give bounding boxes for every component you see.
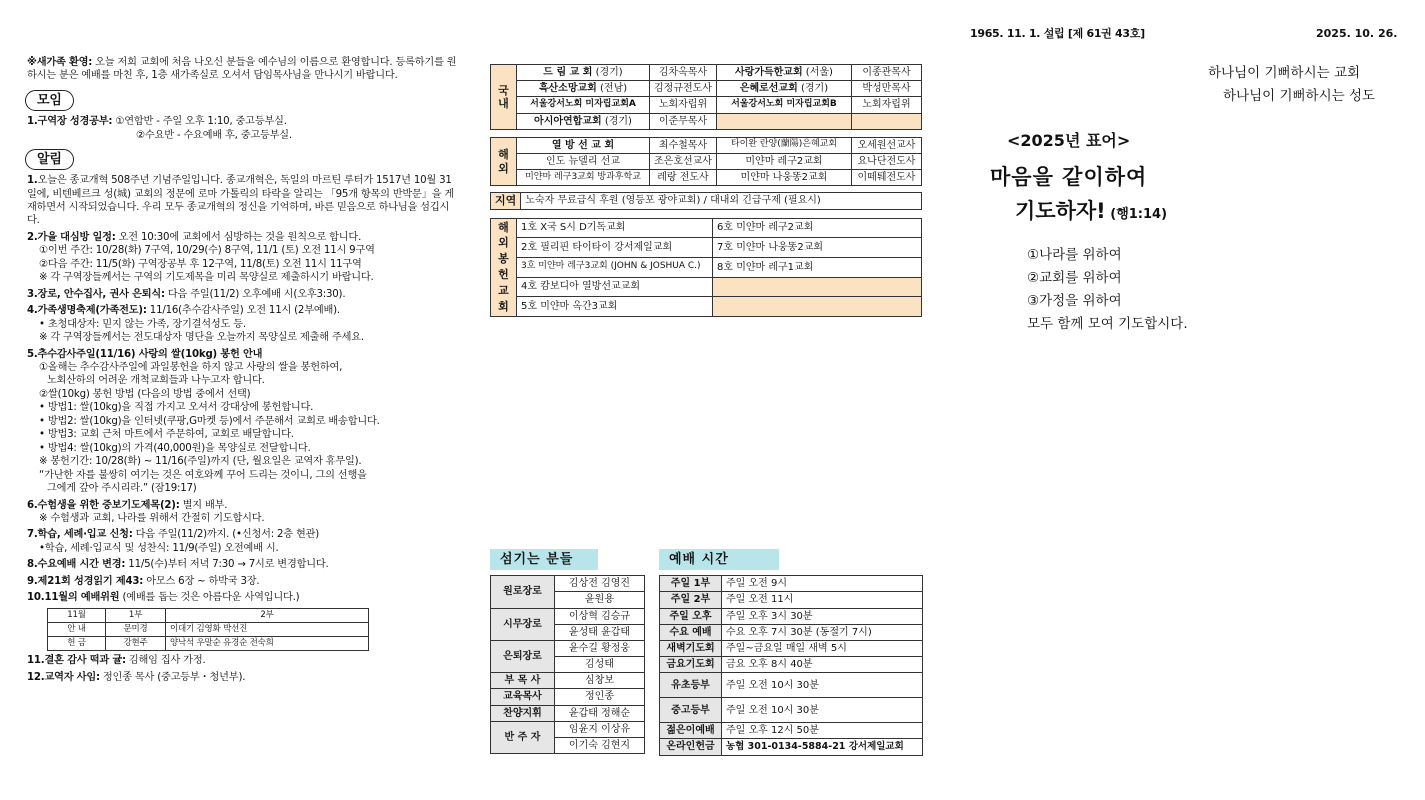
notice-12 — [27, 671, 457, 684]
server-names: 김성태 — [555, 657, 645, 673]
server-names: 윤성태 윤갑태 — [555, 624, 645, 640]
notice-text: 다음 주일(11/2) 오후예배 시(오후3:30). — [164, 288, 346, 300]
worship-section — [659, 549, 923, 756]
notice-column — [27, 56, 457, 687]
server-role: 부 목 사 — [491, 673, 555, 689]
table-cell: 타이완 란양(蘭陽)은혜교회 — [716, 137, 851, 153]
table-row — [660, 624, 923, 640]
notice-5 — [27, 348, 457, 496]
server-names: 정인종 — [555, 689, 645, 705]
table-cell: 은혜로선교회 (경기) — [716, 81, 851, 97]
table-cell: 이대기 김영화 박선진 — [166, 622, 369, 636]
service-name: 중고등부 — [660, 698, 722, 723]
server-names: 윤원용 — [555, 592, 645, 608]
table-row — [660, 592, 923, 608]
table-cell: 헌 금 — [48, 637, 106, 651]
prayer-list — [1027, 244, 1188, 336]
prayer-item: 모두 함께 모여 기도합시다. — [1027, 315, 1188, 332]
server-role: 은퇴장로 — [491, 640, 555, 672]
table-cell: 조은호선교사 — [650, 153, 717, 169]
notice-text: 정인종 목사 (중고등부・청년부). — [99, 671, 246, 683]
notice-line: 그에게 갚아 주시리라.” (잠19:17) — [47, 483, 197, 495]
table-row — [660, 723, 923, 739]
service-time: 농협 301-0134-5884-21 강서제일교회 — [722, 739, 923, 755]
table-cell: 노회자립위 — [851, 97, 921, 113]
overseas-side-label: 해 외 — [491, 137, 517, 186]
notice-line: ①이번 주간: 10/28(화) 7구역, 10/29(수) 8구역, 11/1 (토) 오전 11시 9구역 — [39, 245, 375, 257]
meeting-line: ①연합반 - 주일 오후 1:10, 중고등부실. — [115, 116, 287, 128]
service-time: 주일 오후 3시 30분 — [722, 608, 923, 624]
table-cell: 김차옥목사 — [650, 65, 717, 81]
server-names: 윤갑태 정해순 — [555, 705, 645, 721]
table-row — [491, 137, 922, 153]
service-name: 유초등부 — [660, 673, 722, 698]
table-cell: 강현주 — [106, 637, 166, 651]
missions-panel — [490, 64, 922, 317]
table-row — [660, 657, 923, 673]
server-names: 임윤지 이상유 — [555, 721, 645, 737]
table-row — [660, 608, 923, 624]
servers-section — [490, 549, 645, 754]
table-cell: 미얀마 나웅똥2교회 — [716, 170, 851, 186]
motto-line-2: 기도하자! (행1:14) — [1015, 199, 1168, 223]
table-row — [491, 689, 645, 705]
table-cell: 6호 미얀마 레구2교회 — [713, 218, 922, 238]
table-cell: 노회자립위 — [650, 97, 717, 113]
welcome-notice — [27, 56, 457, 83]
server-role: 반 주 자 — [491, 721, 555, 753]
server-role: 원로장로 — [491, 576, 555, 608]
table-cell: 2호 필리핀 타이타이 강서제일교회 — [517, 238, 713, 258]
table-cell: 이떼퉤전도사 — [851, 170, 921, 186]
table-cell: 이준무목사 — [650, 113, 717, 129]
table-cell: 박성만목사 — [851, 81, 921, 97]
notice-10 — [27, 591, 457, 651]
service-name: 젊은이예배 — [660, 723, 722, 739]
table-cell: 4호 캄보디아 열방선교교회 — [517, 277, 713, 297]
notice-title: 9.제21회 성경읽기 제43: — [27, 575, 144, 587]
prayer-item: ②교회를 위하여 — [1027, 269, 1122, 286]
notice-title: 3.장로, 안수집사, 권사 은퇴식: — [27, 288, 165, 300]
service-time: 주일 오전 9시 — [722, 576, 923, 592]
table-cell: 아시아연합교회 (경기) — [517, 113, 650, 129]
table-cell: 1부 — [106, 608, 166, 622]
notice-text: 다음 주일(11/2)까지. (•신청서: 2층 현관) — [132, 529, 320, 541]
server-names: 심창보 — [555, 673, 645, 689]
table-row — [491, 640, 645, 656]
notice-line: • 방법1: 쌀(10kg)을 직접 가지고 오셔서 강대상에 봉헌합니다. — [39, 402, 314, 414]
table-row — [48, 622, 369, 636]
notice-title: 6.수험생을 위한 중보기도제목(2): — [27, 499, 180, 511]
table-row — [660, 698, 923, 723]
notice-line: ※ 수험생과 교회, 나라를 위해서 간절히 기도합시다. — [39, 513, 265, 524]
meeting-item — [27, 115, 457, 142]
table-cell — [713, 297, 922, 317]
table-row — [660, 673, 923, 698]
table-row — [491, 721, 645, 737]
worship-title: 예배 시간 — [659, 549, 779, 570]
server-names: 이상혁 김승규 — [555, 608, 645, 624]
notice-title: 8.수요예배 시간 변경: — [27, 559, 126, 571]
table-cell: 사랑가득한교회 (서울) — [716, 65, 851, 81]
slogan-1: 하나님이 기뻐하시는 교회 — [1208, 65, 1361, 81]
slogan-2: 하나님이 기뻐하시는 성도 — [1223, 88, 1376, 104]
table-row — [491, 81, 922, 97]
notice-section-label: 알림 — [25, 149, 74, 170]
service-time: 주일 오후 12시 50분 — [722, 723, 923, 739]
server-names: 윤수길 황정웅 — [555, 640, 645, 656]
prayer-item: ③가정을 위하여 — [1027, 292, 1122, 309]
table-cell: 서울강서노회 미자립교회A — [517, 97, 650, 113]
service-name: 금요기도회 — [660, 657, 722, 673]
table-cell: 서울강서노회 미자립교회B — [716, 97, 851, 113]
servers-table — [490, 575, 645, 754]
notice-text: (예배를 돕는 것은 아름다운 사역입니다.) — [119, 592, 300, 604]
meeting-line: ②수요반 - 수요예배 후, 중고등부실. — [136, 129, 292, 141]
table-cell — [851, 113, 921, 129]
service-name: 새벽기도회 — [660, 640, 722, 656]
table-cell: 문미경 — [106, 622, 166, 636]
server-names: 이기숙 김현지 — [555, 738, 645, 754]
domestic-missions-table — [490, 64, 922, 130]
table-row — [491, 193, 922, 209]
table-cell: 이종관목사 — [851, 65, 921, 81]
table-cell: 7호 미얀마 나웅똥2교회 — [713, 238, 922, 258]
notice-line: “가난한 자를 불쌍히 여기는 것은 여호와께 꾸어 드리는 것이니, 그의 선행을 — [39, 469, 367, 481]
notice-line: • 방법2: 쌀(10kg)을 인터넷(쿠팡,G마켓 등)에서 주문해서 교회로 배송합니다. — [39, 415, 380, 427]
notice-text: 11/5(수)부터 저녁 7:30 → 7시로 변경합니다. — [125, 559, 329, 571]
domestic-side-label: 국 내 — [491, 65, 517, 130]
table-cell: 요나단전도사 — [851, 153, 921, 169]
table-cell: 미얀마 레구2교회 — [716, 153, 851, 169]
table-cell: 오세원선교사 — [851, 137, 921, 153]
notice-6 — [27, 499, 457, 526]
notice-line: • 방법3: 교회 근처 마트에서 주문하여, 교회로 배달합니다. — [39, 429, 294, 441]
founding-info: 1965. 11. 1. 설립 [제 61권 43호] — [970, 27, 1145, 40]
table-cell: 노숙자 무료급식 후원 (영등포 광야교회) / 대내외 긴급구제 (필요시) — [521, 193, 922, 209]
service-name: 주일 오후 — [660, 608, 722, 624]
notice-title: 7.학습, 세례·입교 신청: — [27, 529, 133, 541]
notice-title: 5.추수감사주일(11/16) 사랑의 쌀(10kg) 봉헌 안내 — [27, 348, 263, 360]
table-cell: 3호 미얀마 레구3교회 (JOHN & JOSHUA C.) — [517, 257, 713, 277]
notice-1 — [27, 174, 457, 228]
notice-line: ②쌀(10kg) 봉헌 방법 (다음의 방법 중에서 선택) — [39, 388, 251, 400]
service-name: 수요 예배 — [660, 624, 722, 640]
table-row — [491, 65, 922, 81]
table-row — [491, 113, 922, 129]
service-time: 주일~금요일 매일 새벽 5시 — [722, 640, 923, 656]
notice-3 — [27, 288, 457, 301]
table-cell: 열 방 선 교 회 — [517, 137, 650, 153]
table-cell: 1호 X국 S시 D기독교회 — [517, 218, 713, 238]
table-cell: 인도 뉴델리 선교 — [517, 153, 650, 169]
overseas-missions-table — [490, 137, 922, 187]
service-time: 주일 오전 10시 30분 — [722, 698, 923, 723]
local-missions-table — [490, 192, 922, 209]
table-cell: 2부 — [166, 608, 369, 622]
server-role: 시무장로 — [491, 608, 555, 640]
table-row — [491, 705, 645, 721]
table-row — [491, 608, 645, 624]
notice-line: ①올해는 추수감사주일에 과일봉헌을 하지 않고 사랑의 쌀을 봉헌하여, — [39, 362, 343, 374]
welcome-text: 오늘 저희 교회에 처음 나오신 분들을 예수님의 이름으로 환영합니다. 등록하기를 원하시는 분은 예배를 마친 후, 1층 새가족실로 오셔서 담임목사님을 만나시기 바랍니다. — [27, 57, 457, 82]
meeting-section-label: 모임 — [25, 90, 74, 111]
table-cell: 흑산소망교회 (전남) — [517, 81, 650, 97]
notice-title: 1. — [27, 175, 38, 187]
notice-text: 아모스 6장 ~ 하박국 3장. — [143, 575, 260, 587]
table-row — [491, 238, 922, 258]
notice-text: 김해임 집사 가정. — [125, 655, 206, 667]
table-cell: 미얀마 레구3교회 방과후학교 — [517, 170, 650, 186]
service-time: 수요 오후 7시 30분 (동절기 7시) — [722, 624, 923, 640]
notice-line: ②다음 주간: 11/5(화) 구역장공부 후 12구역, 11/8(토) 오전 11시 11구역 — [39, 258, 362, 270]
notice-8 — [27, 558, 457, 571]
table-cell: 레랑 전도사 — [650, 170, 717, 186]
table-cell: 김정규전도사 — [650, 81, 717, 97]
dedication-churches-table — [490, 218, 922, 318]
table-row — [491, 170, 922, 186]
bulletin-date: 2025. 10. 26. — [1316, 27, 1398, 40]
notice-text: 오전 10:30에 교회에서 심방하는 것을 원칙으로 합니다. — [115, 231, 362, 243]
server-role: 찬양지휘 — [491, 705, 555, 721]
table-row — [48, 637, 369, 651]
local-side-label: 지역 — [491, 193, 521, 209]
table-cell: 양낙석 우말순 유경순 전숙희 — [166, 637, 369, 651]
table-cell — [716, 113, 851, 129]
service-time: 주일 오전 10시 30분 — [722, 673, 923, 698]
service-name: 주일 2부 — [660, 592, 722, 608]
notice-9 — [27, 575, 457, 588]
table-row — [660, 640, 923, 656]
table-row — [491, 297, 922, 317]
notice-line: • 초청대상자: 믿지 않는 가족, 장기결석성도 등. — [39, 318, 246, 330]
notice-text: 11/16(추수감사주일) 오전 11시 (2부예배). — [146, 305, 340, 317]
welcome-title: ※새가족 환영: — [27, 57, 93, 68]
table-cell: 안 내 — [48, 622, 106, 636]
service-name: 온라인헌금 — [660, 739, 722, 755]
notice-title: 10.11월의 예배위원 — [27, 592, 120, 604]
table-cell — [713, 277, 922, 297]
table-row — [491, 97, 922, 113]
table-row — [660, 576, 923, 592]
service-time: 주일 오전 11시 — [722, 592, 923, 608]
table-cell: 11월 — [48, 608, 106, 622]
notice-2 — [27, 231, 457, 285]
table-header-row — [48, 608, 369, 622]
servers-title: 섬기는 분들 — [490, 549, 598, 570]
notice-line: ※ 각 구역장들께서는 전도대상자 명단을 오늘까지 목양실로 제출해 주세요. — [39, 332, 364, 344]
notice-line: 노회산하의 어려운 개척교회들과 나누고자 합니다. — [47, 375, 265, 387]
notice-text: 별지 배부. — [179, 499, 228, 511]
table-cell: 8호 미얀마 레구1교회 — [713, 257, 922, 277]
table-cell: 최수철목사 — [650, 137, 717, 153]
notice-line: ※ 각 구역장들께서는 구역의 기도제목을 미리 목양실로 제출하시기 바랍니다. — [39, 272, 374, 284]
dedication-side-label: 해 외 봉 헌 교 회 — [491, 218, 517, 317]
notice-title: 2.가을 대심방 일정: — [27, 231, 116, 243]
table-row — [491, 576, 645, 592]
table-row — [660, 739, 923, 755]
meeting-title: 1.구역장 성경공부: — [27, 116, 113, 128]
notice-line: ※ 봉헌기간: 10/28(화) ~ 11/16(주일)까지 (단, 월요일은 교역자 휴무일). — [39, 456, 362, 468]
notice-title: 4.가족생명축제(가족전도): — [27, 305, 147, 317]
table-row — [491, 673, 645, 689]
notice-title: 11.결혼 감사 떡과 귤: — [27, 655, 126, 667]
service-name: 주일 1부 — [660, 576, 722, 592]
table-row — [491, 218, 922, 238]
notice-text: 오늘은 종교개혁 508주년 기념주일입니다. 종교개혁은, 독일의 마르틴 루터가 1517년 10월 31일에, 비텐베르크 성(城) 교회의 정문에 로마 가톨릭의 타락을 알리는 「95개 항목의 반박문」을 게재하면서 시작되었습니다. 우리 모두 종교개혁의 정신을 기억하며, 바른 믿음으로 하나님을 섬깁시다. — [27, 175, 455, 227]
notice-11 — [27, 654, 457, 667]
november-servers-table — [47, 608, 369, 652]
notice-4 — [27, 304, 457, 344]
notice-title: 12.교역자 사임: — [27, 671, 100, 683]
table-row — [491, 257, 922, 277]
notice-line: •학습, 세례·입교식 및 성찬식: 11/9(주일) 오전예배 시. — [39, 542, 279, 554]
motto-line-1: 마음을 같이하여 — [990, 165, 1148, 189]
server-role: 교육목사 — [491, 689, 555, 705]
notice-line: • 방법4: 쌀(10kg)의 가격(40,000원)을 목양실로 전달합니다. — [39, 442, 311, 454]
notice-7 — [27, 528, 457, 555]
motto-year: <2025년 표어> — [1007, 131, 1131, 150]
prayer-item: ①나라를 위하여 — [1027, 247, 1122, 263]
table-cell: 5호 미얀마 옥간3교회 — [517, 297, 713, 317]
server-names: 김상전 김영진 — [555, 576, 645, 592]
table-cell: 드 림 교 회 (경기) — [517, 65, 650, 81]
worship-table — [659, 575, 923, 756]
service-time: 금요 오후 8시 40분 — [722, 657, 923, 673]
table-row — [491, 153, 922, 169]
table-row — [491, 277, 922, 297]
